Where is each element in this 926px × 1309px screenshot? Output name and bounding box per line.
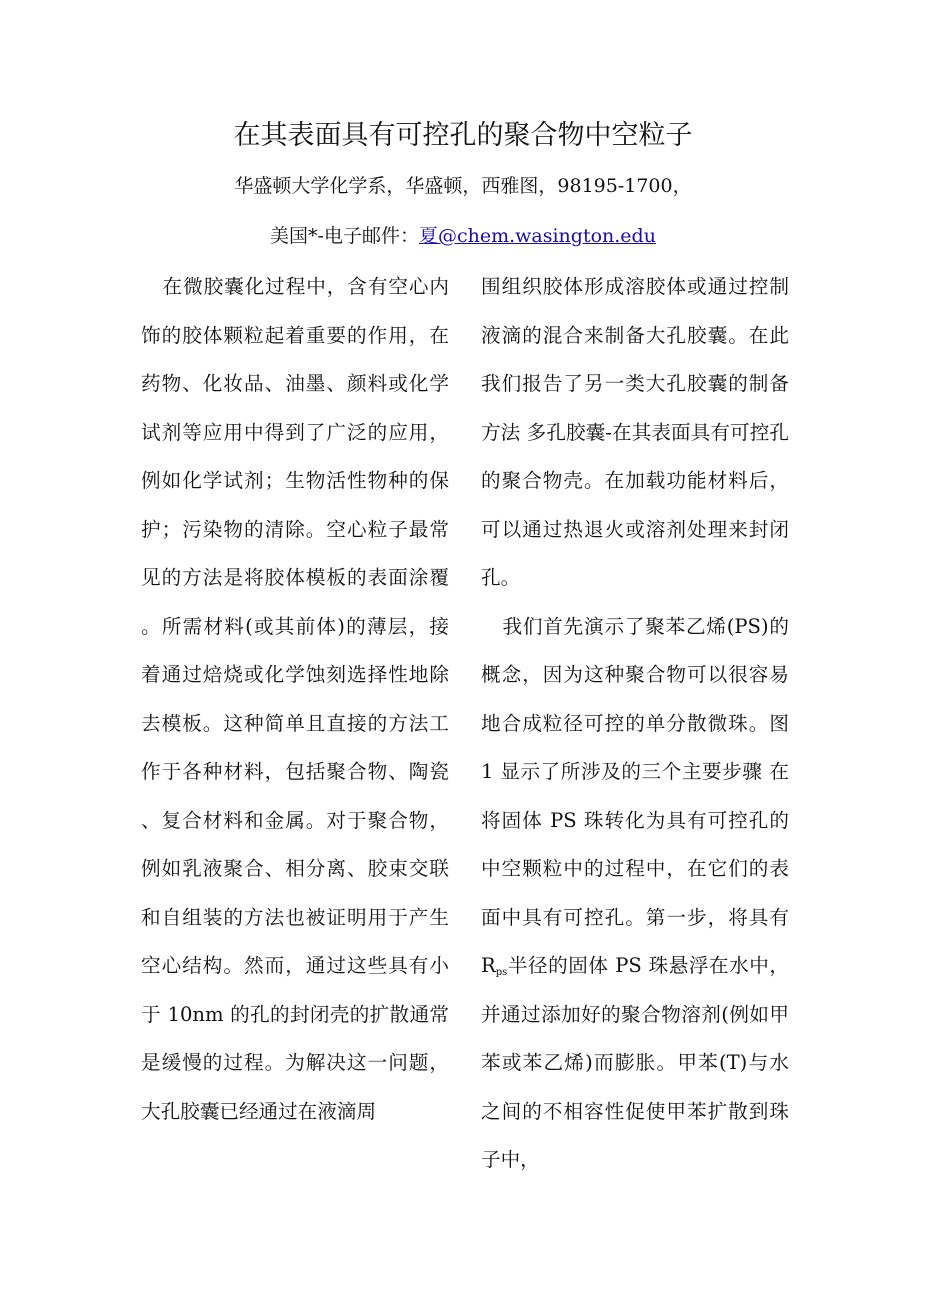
affiliation-line: 华盛顿大学化学系，华盛顿，西雅图，98195-1700， (234, 175, 692, 197)
paper-title: 在其表面具有可控孔的聚合物中空粒子 (233, 120, 693, 151)
body-paragraph: 在微胶囊化过程中，含有空心内饰的胶体颗粒起着重要的作用，在药物、化妆品、油墨、颜料或化学试剂等应用中得到了广泛的应用，例如化学试剂；生物活性物种的保护；污染物的清除。空心粒子最常见的方法是将胶体模板的表面涂覆。所需材料(或其前体)的薄层，接着通过焙烧或化学蚀刻选择性地除去模板。这种简单且直接的方法工作于各种材料，包括聚合物、陶瓷、复合材料和金属。对于聚合物，例如乳液聚合、相分离、胶束交联和自组装的方法也被证明用于产生空心结构。然而，通过这些具有小于 10nm 的孔的封闭壳的扩散通常是缓慢的过程。为解决这一问题，大孔胶囊已经通过在液滴周 (141, 275, 449, 1123)
left-column (141, 263, 449, 1136)
email-link[interactable]: 夏@chem.wasington.edu (418, 225, 656, 247)
country-email-label: 美国*-电子邮件： (270, 225, 419, 247)
radius-symbol-subscript: ps (495, 967, 508, 978)
paragraph-text-part: 我们首先演示了聚苯乙烯(PS)的概念，因为这种聚合物可以很容易地合成粒径可控的单分散微珠。图 1 显示了所涉及的三个主要步骤 在将固体 PS 珠转化为具有可控孔的中空颗粒中的过程中，在它们的表面中具有可控孔。第一步，将具有 (481, 614, 789, 929)
body-paragraph (481, 603, 789, 1185)
right-column (481, 263, 789, 1185)
paragraph-text-part: 半径的固体 PS 珠悬浮在水中，并通过添加好的聚合物溶剂(例如甲苯或苯乙烯)而膨胀。甲苯(T)与水之间的不相容性促使甲苯扩散到珠子中， (481, 954, 789, 1171)
body-paragraph: 围组织胶体形成溶胶体或通过控制液滴的混合来制备大孔胶囊。在此我们报告了另一类大孔胶囊的制备方法 多孔胶囊-在其表面具有可控孔的聚合物壳。在加载功能材料后，可以通过热退火或溶剂处理来封闭孔。 (481, 275, 789, 589)
radius-symbol-base: R (481, 954, 496, 977)
radius-symbol (481, 954, 507, 977)
contact-line (0, 222, 926, 250)
